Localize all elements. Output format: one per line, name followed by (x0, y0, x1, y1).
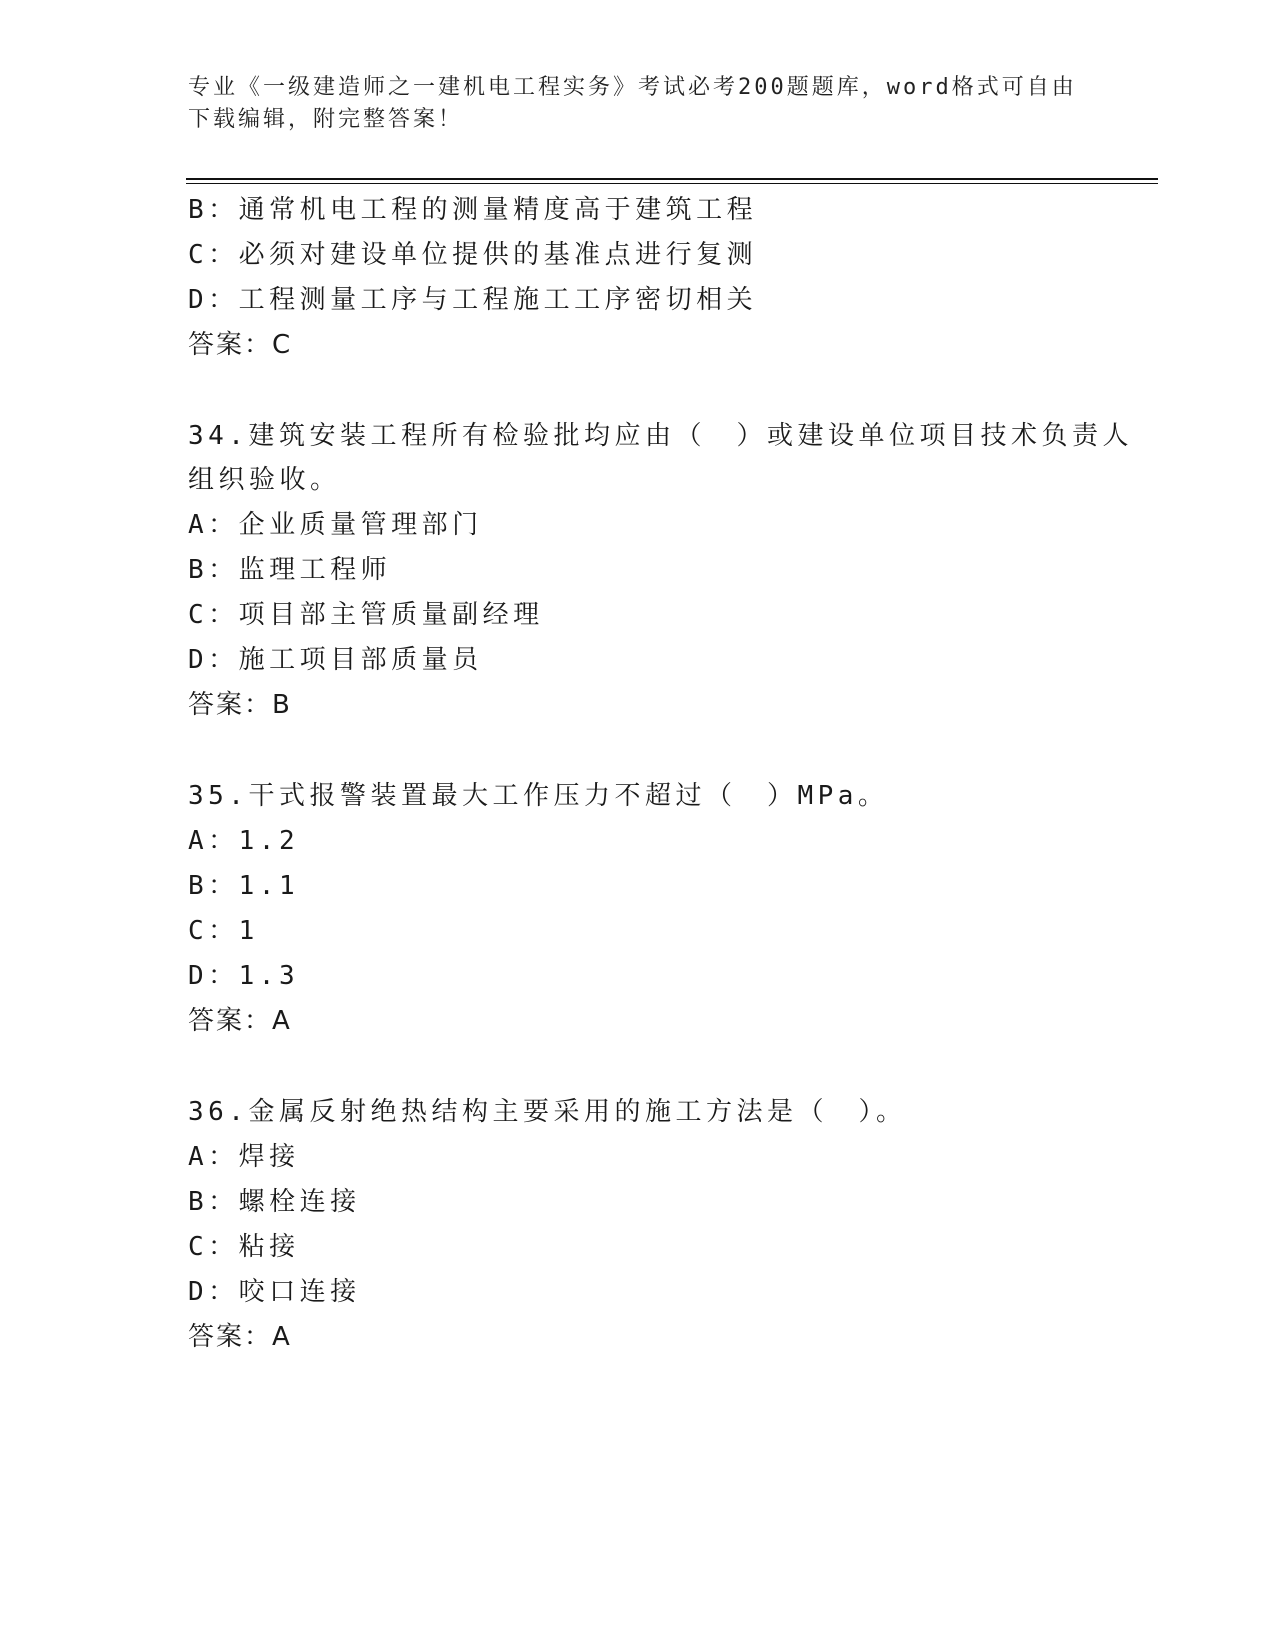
q36-option-d: D：咬口连接 (188, 1277, 361, 1307)
q36-stem: 36.金属反射绝热结构主要采用的施工方法是（ ）。 (188, 1097, 907, 1127)
header-line-1: 专业《一级建造师之一建机电工程实务》考试必考200题题库，word格式可自由 (188, 75, 1077, 100)
q34-option-a: A：企业质量管理部门 (188, 510, 483, 540)
q35-answer: 答案：A (188, 1006, 292, 1036)
q36-answer: 答案：A (188, 1322, 292, 1352)
prev-answer: 答案：C (188, 330, 293, 360)
q35-option-d: D：1.3 (188, 961, 300, 991)
q36-option-b: B：螺栓连接 (188, 1187, 361, 1217)
q36-option-c: C：粘接 (188, 1232, 300, 1262)
q34-option-b: B：监理工程师 (188, 555, 392, 585)
q36-option-a: A：焊接 (188, 1142, 300, 1172)
q35-option-b: B：1.1 (188, 871, 300, 901)
header-line-2: 下载编辑，附完整答案！ (188, 107, 464, 132)
q35-stem: 35.干式报警装置最大工作压力不超过（ ）MPa。 (188, 781, 889, 811)
q34-option-c: C：项目部主管质量副经理 (188, 600, 544, 630)
q34-answer: 答案：B (188, 690, 292, 720)
prev-option-b: B：通常机电工程的测量精度高于建筑工程 (188, 195, 758, 225)
document-header (188, 72, 1088, 136)
q34-stem-line2: 组织验收。 (188, 465, 341, 495)
q34-option-d: D：施工项目部质量员 (188, 645, 483, 675)
header-divider-thick (186, 178, 1158, 180)
header-divider-thin (186, 183, 1158, 184)
q35-option-c: C：1 (188, 916, 259, 946)
prev-option-d: D：工程测量工序与工程施工工序密切相关 (188, 285, 758, 315)
prev-option-c: C：必须对建设单位提供的基准点进行复测 (188, 240, 758, 270)
q35-option-a: A：1.2 (188, 826, 300, 856)
q34-stem-line1: 34.建筑安装工程所有检验批均应由（ ）或建设单位项目技术负责人 (188, 421, 1133, 451)
